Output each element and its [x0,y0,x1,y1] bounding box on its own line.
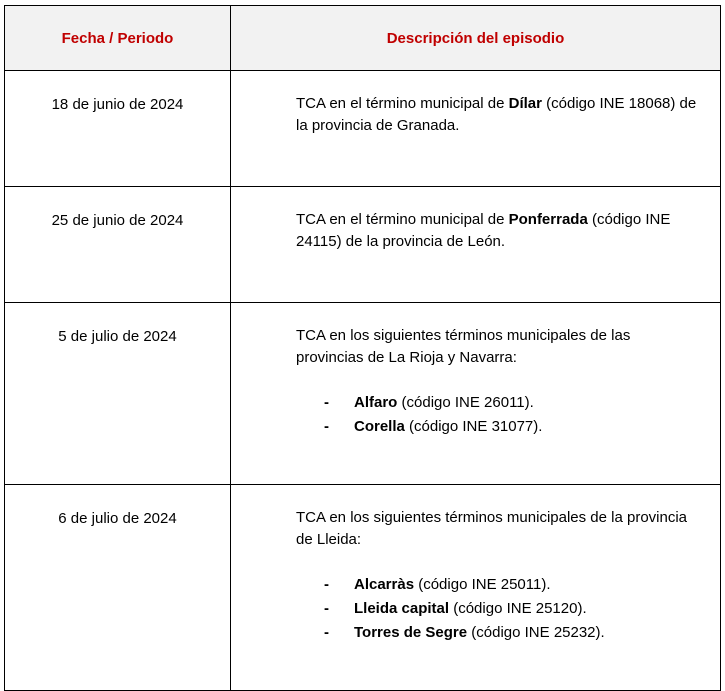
municipality-name: Dílar [508,95,542,112]
date-cell: 18 de junio de 2024 [5,71,231,187]
description-cell [231,71,721,187]
date-cell: 25 de junio de 2024 [5,187,231,303]
ine-code: (código INE 31077). [404,418,543,435]
municipality-name: Alfaro [354,394,398,411]
table-row [5,485,721,691]
municipality-list [296,573,700,645]
description-cell [231,303,721,485]
description-text: (código INE 24115) de la provincia de León. [296,211,671,250]
list-item [296,391,700,415]
episodes-table [4,5,721,691]
description-text: TCA en el término municipal de [296,95,509,112]
list-item [296,573,700,597]
municipality-name: Torres de Segre [354,624,468,641]
description-cell [231,187,721,303]
description-text: TCA en el término municipal de [296,211,509,228]
list-item [296,415,700,439]
description-intro: TCA en los siguientes términos municipales de las provincias de La Rioja y Navarra: [296,327,631,366]
ine-code: (código INE 25120). [449,600,587,617]
municipality-name: Alcarràs [354,576,415,593]
list-item [296,597,700,621]
municipality-name: Lleida capital [354,600,450,617]
ine-code: (código INE 26011). [397,394,534,411]
description-intro: TCA en los siguientes términos municipales de la provincia de Lleida: [296,509,688,548]
description-cell [231,485,721,691]
table-row [5,187,721,303]
date-cell: 6 de julio de 2024 [5,485,231,691]
municipality-name: Corella [354,418,405,435]
ine-code: (código INE 25011). [414,576,551,593]
dash-bullet: - [324,600,329,617]
dash-bullet: - [324,394,329,411]
table-row [5,303,721,485]
municipality-list [296,391,700,439]
description-text: (código INE 18068) de la provincia de Granada. [296,95,697,134]
dash-bullet: - [324,418,329,435]
ine-code: (código INE 25232). [467,624,605,641]
header-row [5,6,721,71]
header-date: Fecha / Periodo [5,6,231,71]
municipality-name: Ponferrada [508,211,588,228]
dash-bullet: - [324,576,329,593]
table-row [5,71,721,187]
list-item [296,621,700,645]
date-cell: 5 de julio de 2024 [5,303,231,485]
header-description: Descripción del episodio [231,6,721,71]
dash-bullet: - [324,624,329,641]
